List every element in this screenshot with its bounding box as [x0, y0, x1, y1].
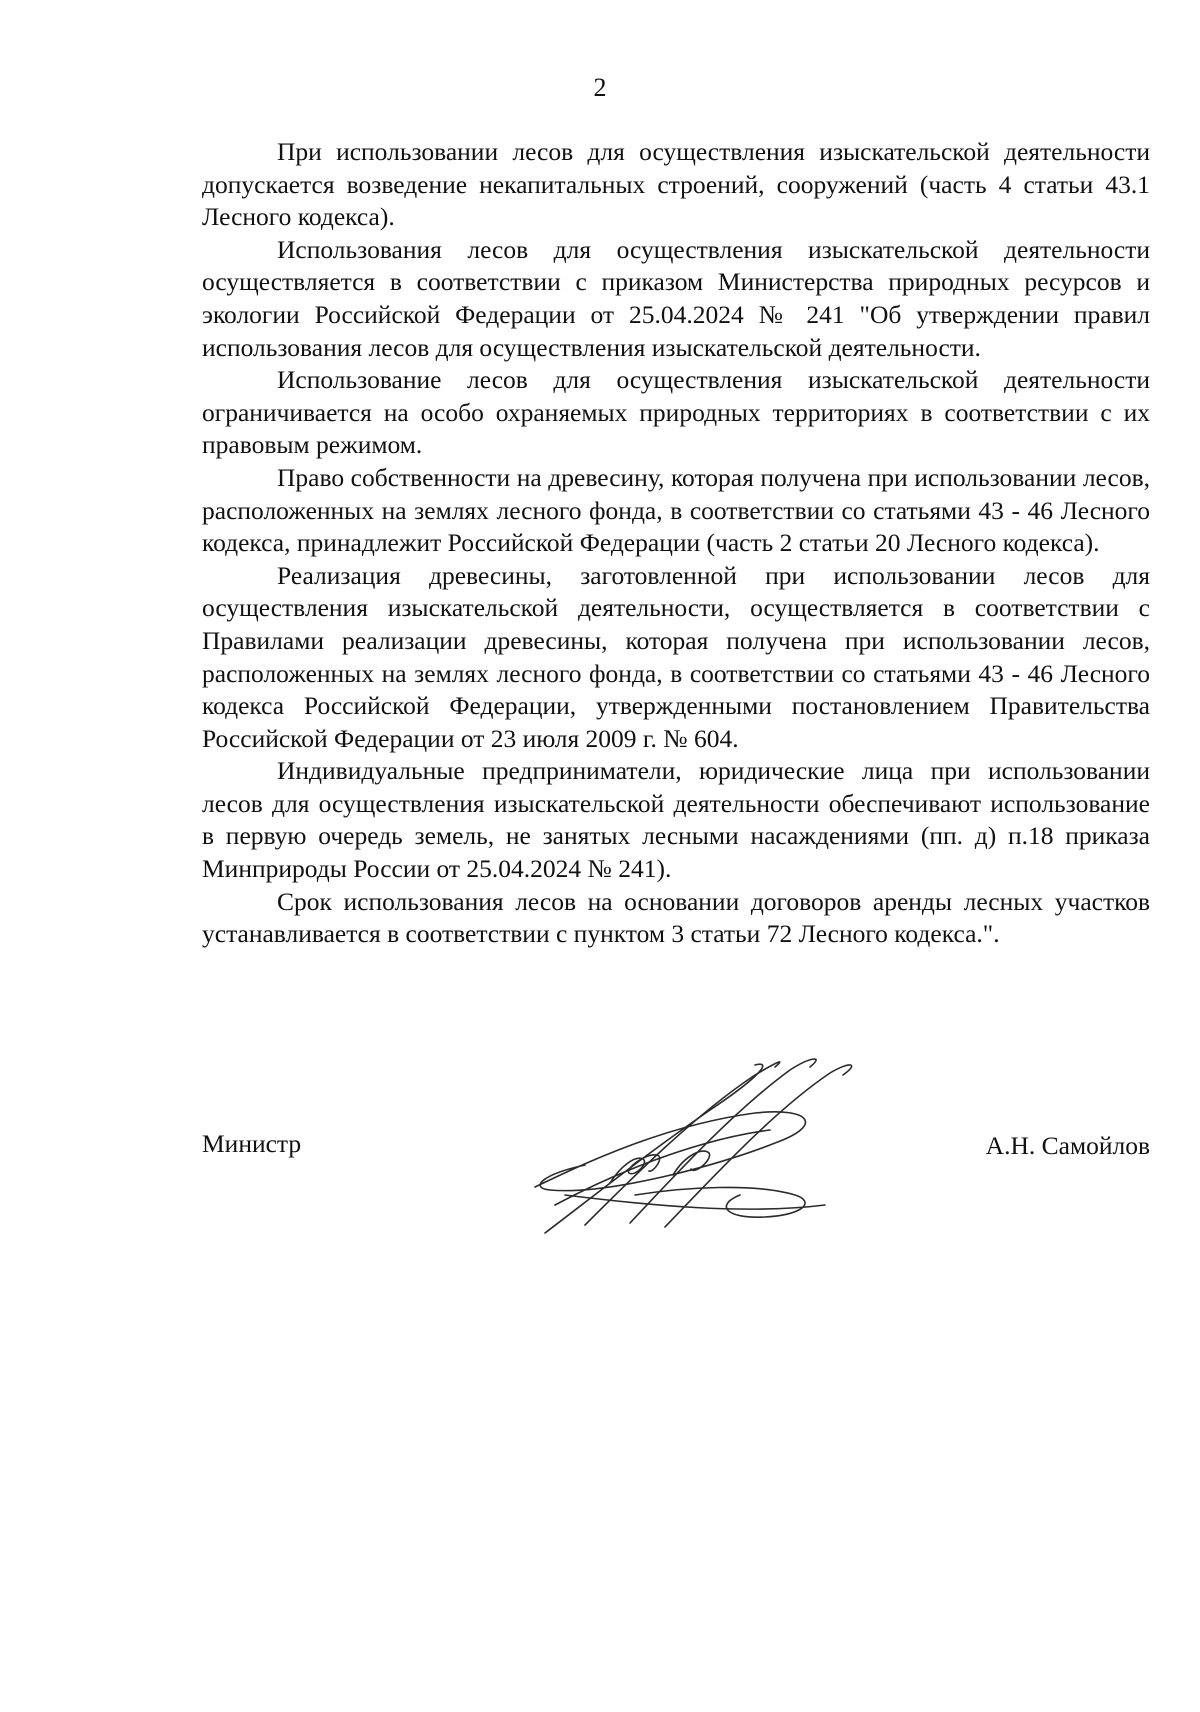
paragraph: Использование лесов для осуществления изыскательской деятельности ограничивается на особо охраняемых природных территориях в соответствии с их правовым режимом.	[202, 365, 1150, 460]
paragraph: Индивидуальные предприниматели, юридические лица при использовании лесов для осуществления изыскательской деятельности обеспечивают использование в первую очередь земель, не занятых лесными насаждениями (пп. д) п.18 приказа Минприроды России от 25.04.2024 № 241).	[202, 756, 1150, 884]
paragraph: При использовании лесов для осуществления изыскательской деятельности допускается возведение некапитальных строений, сооружений (часть 4 статьи 43.1 Лесного кодекса).	[202, 137, 1150, 232]
position-title: Министр	[202, 1129, 302, 1158]
paragraph: Срок использования лесов на основании договоров аренды лесных участков устанавливается в соответствии с пунктом 3 статьи 72 Лесного кодекса.".	[202, 886, 1150, 949]
page-number: 2	[593, 73, 607, 102]
document-body	[202, 136, 1150, 951]
paragraph: Право собственности на древесину, которая получена при использовании лесов, расположенных на землях лесного фонда, в соответствии со статьями 43 - 46 Лесного кодекса, принадлежит Российской Федерации (часть 2 статьи 20 Лесного кодекса).	[202, 462, 1150, 558]
handwritten-signature	[525, 1055, 895, 1250]
signatory-name: А.Н. Самойлов	[985, 1131, 1150, 1160]
paragraph: Реализация древесины, заготовленной при использовании лесов для осуществления изыскательской деятельности, осуществляется в соответствии с Правилами реализации древесины, которая получена при использовании лесов, расположенных на землях лесного фонда, в соответствии со статьями 43 - 46 Лесного кодекса Российской Федерации, утвержденными постановлением Правительства Российской Федерации от 23 июля 2009 г. № 604.	[202, 560, 1150, 753]
paragraph: Использования лесов для осуществления изыскательской деятельности осуществляется в соответствии с приказом Министерства природных ресурсов и экологии Российской Федерации от 25.04.2024 № 241 "Об утверждении правил использования лесов для осуществления изыскательской деятельности.	[202, 234, 1150, 362]
